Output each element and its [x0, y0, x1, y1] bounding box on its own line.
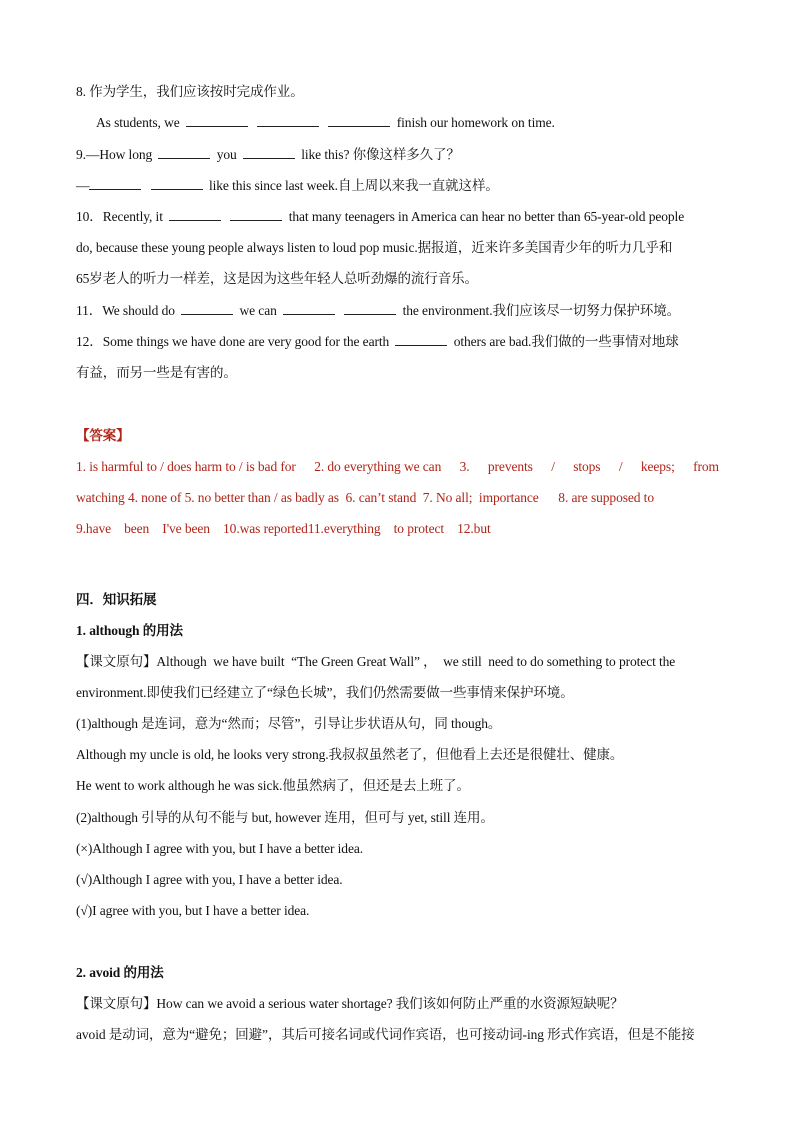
answer-item: / — [551, 459, 555, 474]
q11-text-b: we can — [239, 303, 277, 318]
answer-line-3: 9.have been I've been 10.was reported11.everything to protect 12.but — [76, 521, 491, 536]
answer-item: 3. — [459, 459, 470, 474]
q9-text-b: you — [216, 147, 237, 162]
q11-text-a: 11．We should do — [76, 303, 175, 318]
answer-item: stops — [573, 459, 601, 474]
blank — [257, 113, 319, 127]
q10-line-3: 65岁老人的听力一样差，这是因为这些年轻人总听劲爆的流行音乐。 — [76, 271, 478, 286]
blank — [181, 301, 233, 315]
blank — [89, 176, 141, 190]
blank — [169, 207, 221, 221]
blank — [243, 145, 295, 159]
q9-answer-text: like this since last week.自上周以来我一直就这样。 — [208, 178, 499, 193]
q9-question — [76, 145, 460, 165]
answer-item: 1. is harmful to / does harm to / is bad for — [76, 459, 296, 474]
usage-point: avoid 是动词，意为“避免；回避”，其后可接名词或代词作宾语，也可接动词-ing 形式作宾语，但是不能接 — [76, 1027, 695, 1042]
q9-text-c: like this? 你像这样多久了？ — [301, 147, 460, 162]
q9-text-a: 9.—How long — [76, 147, 153, 162]
q8-chinese: 8. 作为学生，我们应该按时完成作业。 — [76, 84, 304, 99]
example-sentence: (×)Although I agree with you, but I have a better idea. — [76, 841, 364, 856]
blank — [395, 332, 447, 346]
blank — [283, 301, 335, 315]
example-sentence: He went to work although he was sick.他虽然病了，但还是去上班了。 — [76, 778, 470, 793]
blank — [158, 145, 210, 159]
blank — [186, 113, 248, 127]
answer-line-2: watching 4. none of 5. no better than / as badly as 6. can’t stand 7. No all; importance 8. are supposed to — [76, 490, 654, 505]
answer-item: 2. do everything we can — [314, 459, 442, 474]
q12-text-b: others are bad.我们做的一些事情对地球 — [453, 334, 679, 349]
answer-item: keeps; — [640, 459, 675, 474]
q12-line-1 — [76, 332, 679, 352]
q12-text-a: 12．Some things we have done are very good for the earth — [76, 334, 390, 349]
blank — [151, 176, 203, 190]
q9-dash: — — [76, 178, 90, 193]
example-sentence: (√)Although I agree with you, I have a better idea. — [76, 872, 343, 887]
q10-text-a: 10．Recently, it — [76, 209, 163, 224]
q12-line-2: 有益，而另一些是有害的。 — [76, 365, 237, 380]
blank — [344, 301, 396, 315]
usage-point-1: (1)although 是连词，意为“然而；尽管”，引导让步状语从句，同 though。 — [76, 716, 502, 731]
q8-english — [96, 113, 555, 133]
q10-line-2: do, because these young people always listen to loud pop music.据报道，近来许多美国青少年的听力几乎和 — [76, 240, 673, 255]
answer-line-1 — [76, 457, 719, 477]
q10-text-b: that many teenagers in America can hear no better than 65-year-old people — [288, 209, 685, 224]
q10-line-1 — [76, 207, 684, 227]
q9-answer-line — [76, 176, 499, 196]
subsection-title-avoid: 2. avoid 的用法 — [76, 965, 164, 980]
answer-item: prevents — [487, 459, 533, 474]
example-sentence: Although my uncle is old, he looks very strong.我叔叔虽然老了，但他看上去还是很健壮、健康。 — [76, 747, 624, 762]
q8-text-b: finish our homework on time. — [396, 115, 555, 130]
source-sentence-line-2: environment.即使我们已经建立了“绿色长城”，我们仍然需要做一些事情来保护环境。 — [76, 685, 574, 700]
q11-text-c: the environment.我们应该尽一切努力保护环境。 — [402, 303, 681, 318]
subsection-title-although: 1. although 的用法 — [76, 623, 183, 638]
answer-item: / — [618, 459, 623, 474]
answer-item: from — [693, 459, 719, 474]
q11-line — [76, 301, 680, 321]
usage-point-2: (2)although 引导的从句不能与 but, however 连用，但可与 yet, still 连用。 — [76, 810, 494, 825]
example-sentence: (√)I agree with you, but I have a better idea. — [76, 903, 310, 918]
source-sentence-line-1: 【课文原句】Although we have built “The Green Great Wall” ， we still need to do something to protect the — [76, 654, 676, 669]
section-title: 四．知识拓展 — [76, 592, 157, 607]
answer-heading: 【答案】 — [76, 428, 130, 443]
blank — [230, 207, 282, 221]
blank — [328, 113, 390, 127]
source-sentence: 【课文原句】How can we avoid a serious water shortage? 我们该如何防止严重的水资源短缺呢？ — [76, 996, 624, 1011]
q8-text-a: As students, we — [96, 115, 180, 130]
